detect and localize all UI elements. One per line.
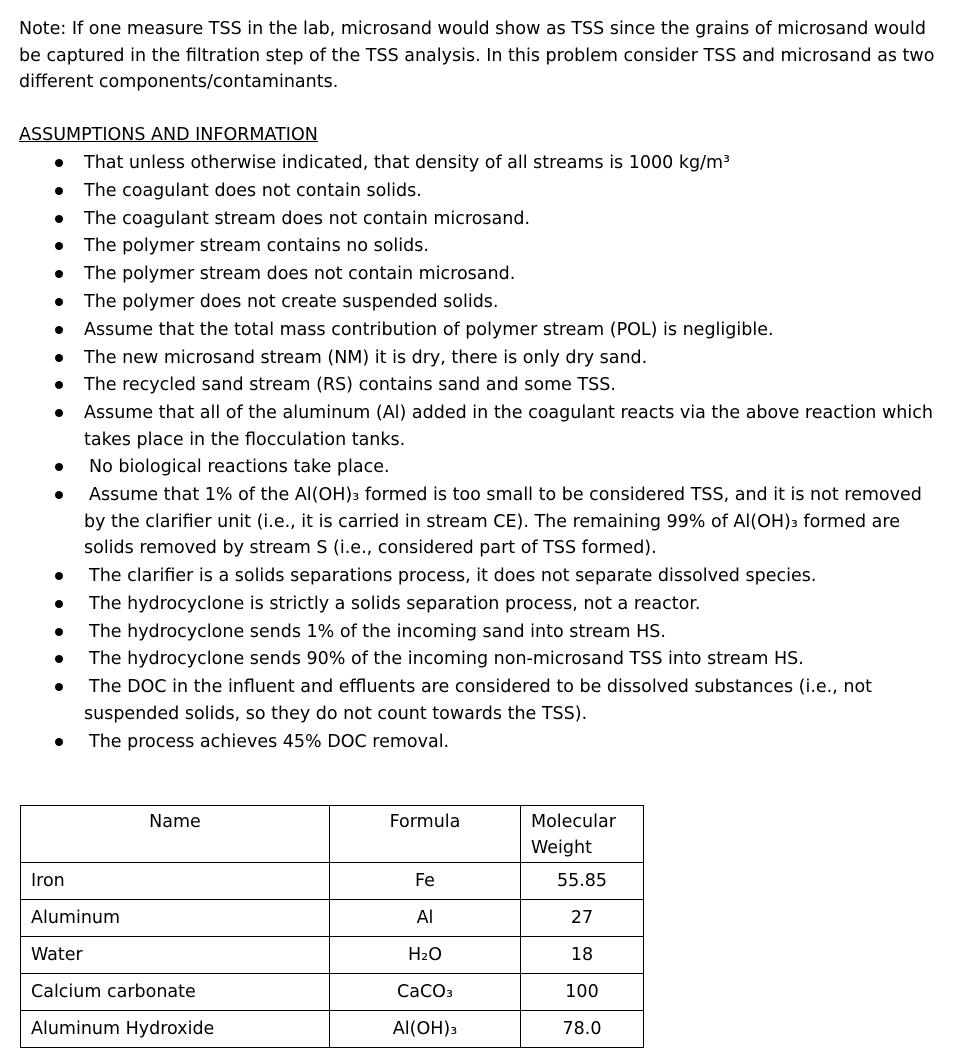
- cell-molecular-weight: 27: [521, 900, 644, 937]
- list-item-text: No biological reactions take place.: [89, 457, 390, 478]
- list-item-text: The polymer stream does not contain microsand.: [84, 264, 516, 285]
- list-item: [0, 591, 978, 618]
- molecular-weight-table: [20, 805, 644, 1048]
- cell-formula: Fe: [330, 863, 521, 900]
- list-item: [0, 150, 978, 177]
- list-item-text: The clarifier is a solids separations process, it does not separate dissolved species.: [89, 566, 817, 587]
- bullet-icon: [55, 655, 63, 663]
- bullet-icon: [55, 354, 63, 362]
- bullet-icon: [55, 187, 63, 195]
- cell-formula: Al: [330, 900, 521, 937]
- bullet-icon: [55, 270, 63, 278]
- list-item: [0, 729, 978, 756]
- cell-molecular-weight: 18: [521, 937, 644, 974]
- cell-formula: H₂O: [330, 937, 521, 974]
- list-item-text: The polymer stream contains no solids.: [84, 236, 429, 257]
- list-item: [0, 345, 978, 372]
- bullet-icon: [55, 628, 63, 636]
- note-paragraph: Note: If one measure TSS in the lab, microsand would show as TSS since the grains of microsand would be captured in the filtration step of the TSS analysis. In this problem consider TSS and microsand as two different components/contaminants.: [19, 19, 935, 92]
- table-row: [21, 937, 644, 974]
- header-name: Name: [21, 806, 330, 863]
- list-item: [0, 674, 978, 727]
- list-item-text: Assume that 1% of the Al(OH)₃ formed is too small to be considered TSS, and it is not removed by the clarifier unit (i.e., it is carried in stream CE). The remaining 99% of Al(OH)₃ formed are solids removed by stream S (i.e., considered part of TSS formed).: [84, 485, 922, 559]
- cell-name: Iron: [21, 863, 330, 900]
- list-item: [0, 482, 978, 562]
- table-header-row: [21, 806, 644, 863]
- list-item-text: The new microsand stream (NM) it is dry, there is only dry sand.: [84, 347, 648, 368]
- bullet-icon: [55, 491, 63, 499]
- header-mw-line2: Weight: [531, 838, 592, 858]
- list-item-text: The hydrocyclone sends 1% of the incoming sand into stream HS.: [89, 621, 666, 642]
- list-item: [0, 233, 978, 260]
- list-item-text: The coagulant does not contain solids.: [84, 180, 422, 201]
- cell-molecular-weight: 100: [521, 974, 644, 1011]
- list-item: [0, 400, 978, 453]
- header-formula: Formula: [330, 806, 521, 863]
- bullet-icon: [55, 572, 63, 580]
- bullet-icon: [55, 242, 63, 250]
- list-item-text: Assume that all of the aluminum (Al) added in the coagulant reacts via the above reaction which takes place in the flocculation tanks.: [84, 403, 933, 450]
- cell-molecular-weight: 78.0: [521, 1011, 644, 1048]
- header-molecular-weight: [521, 806, 644, 863]
- list-item: [0, 646, 978, 673]
- bullet-icon: [55, 463, 63, 471]
- list-item-text: The process achieves 45% DOC removal.: [89, 731, 450, 752]
- cell-name: Aluminum Hydroxide: [21, 1011, 330, 1048]
- table-row: [21, 863, 644, 900]
- list-item-text: The hydrocyclone sends 90% of the incoming non-microsand TSS into stream HS.: [89, 649, 804, 670]
- assumptions-heading: ASSUMPTIONS AND INFORMATION: [19, 125, 318, 145]
- cell-name: Aluminum: [21, 900, 330, 937]
- header-mw-line1: Molecular: [531, 812, 616, 832]
- cell-formula: Al(OH)₃: [330, 1011, 521, 1048]
- bullet-icon: [55, 326, 63, 334]
- cell-name: Water: [21, 937, 330, 974]
- list-item-text: The recycled sand stream (RS) contains sand and some TSS.: [84, 375, 616, 396]
- table-row: [21, 900, 644, 937]
- list-item-text: The coagulant stream does not contain microsand.: [84, 208, 531, 229]
- bullet-icon: [55, 738, 63, 746]
- list-item: [0, 317, 978, 344]
- list-item: [0, 178, 978, 205]
- table-row: [21, 974, 644, 1011]
- cell-molecular-weight: 55.85: [521, 863, 644, 900]
- list-item: [0, 206, 978, 233]
- list-item-text: The hydrocyclone is strictly a solids separation process, not a reactor.: [89, 593, 701, 614]
- cell-name: Calcium carbonate: [21, 974, 330, 1011]
- table-row: [21, 1011, 644, 1048]
- bullet-icon: [55, 683, 63, 691]
- list-item-text: That unless otherwise indicated, that density of all streams is 1000 kg/m³: [84, 153, 731, 173]
- list-item: [0, 454, 978, 481]
- list-item-text: Assume that the total mass contribution of polymer stream (POL) is negligible.: [84, 319, 774, 340]
- bullet-icon: [55, 600, 63, 608]
- list-item: [0, 261, 978, 288]
- bullet-icon: [55, 298, 63, 306]
- assumptions-list: [0, 150, 978, 756]
- bullet-icon: [55, 215, 63, 223]
- list-item: [0, 372, 978, 399]
- list-item: [0, 289, 978, 316]
- list-item-text: The polymer does not create suspended solids.: [84, 291, 499, 312]
- list-item: [0, 619, 978, 646]
- bullet-icon: [55, 381, 63, 389]
- list-item-text: The DOC in the influent and effluents are considered to be dissolved substances (i.e., not suspended solids, so they do not count towards the TSS).: [84, 677, 873, 724]
- list-item: [0, 563, 978, 590]
- bullet-icon: [55, 159, 63, 167]
- bullet-icon: [55, 409, 63, 417]
- cell-formula: CaCO₃: [330, 974, 521, 1011]
